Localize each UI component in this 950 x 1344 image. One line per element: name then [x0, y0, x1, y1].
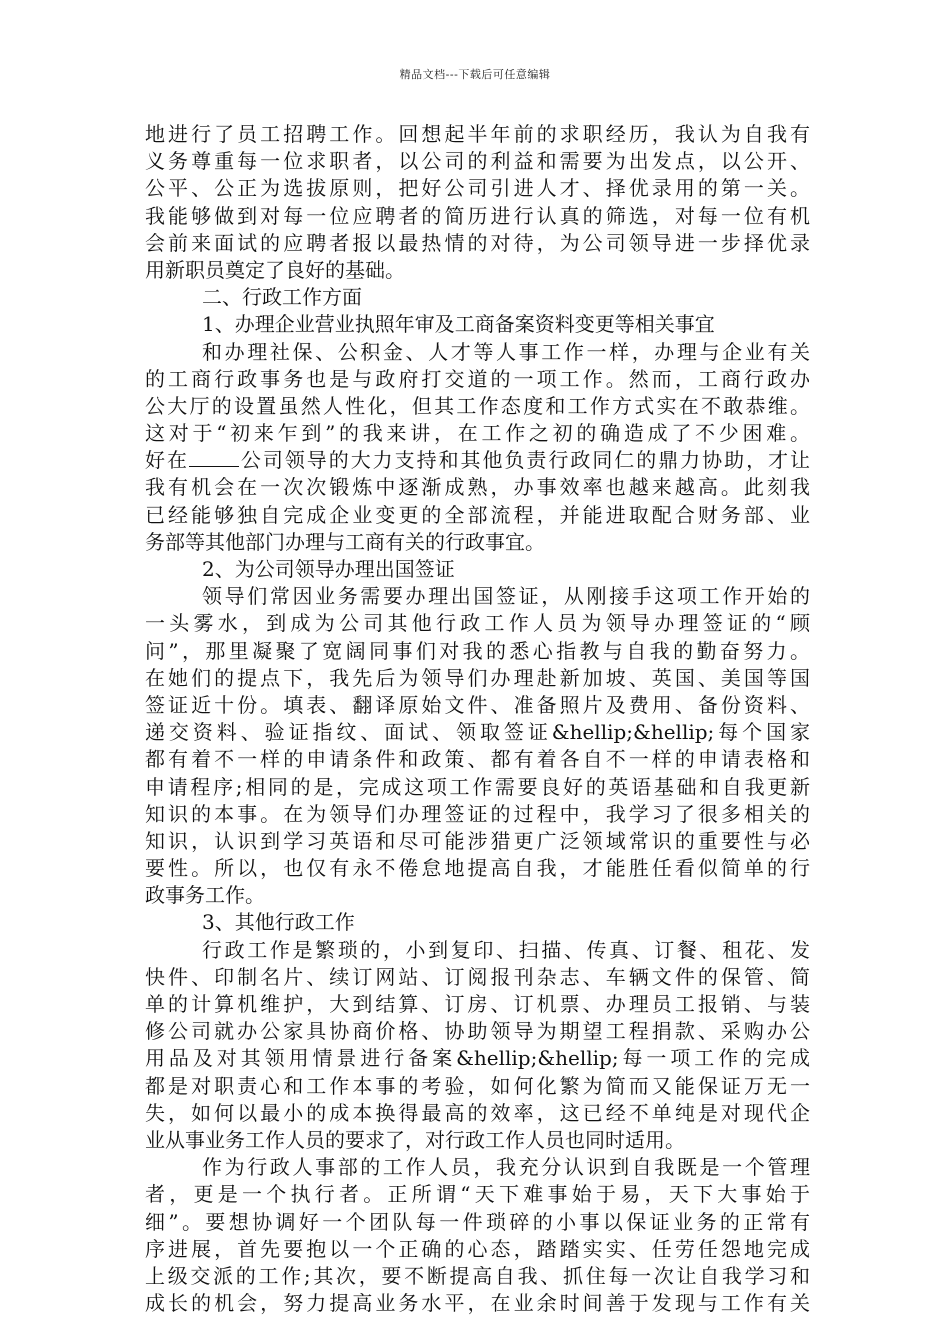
body-line-start: 好在	[145, 448, 189, 473]
blank-underline	[189, 448, 239, 467]
subsection-heading: 2、为公司领导办理出国签证	[202, 557, 455, 581]
body-line: 要性。所以，也仅有永不倦怠地提高自我，才能胜任看似简单的行	[145, 856, 810, 881]
body-line: 行政工作是繁琐的，小到复印、扫描、传真、订餐、租花、发	[202, 937, 810, 962]
body-line: 失，如何以最小的成本换得最高的效率，这已经不单纯是对现代企	[145, 1100, 810, 1125]
body-line: 修公司就办公家具协商价格、协助领导为期望工程捐款、采购办公	[145, 1019, 810, 1044]
body-line: 义务尊重每一位求职者，以公司的利益和需要为出发点，以公开、	[145, 149, 810, 174]
body-line: 问”，那里凝聚了宽阔同事们对我的悉心指教与自我的勤奋努力。	[145, 638, 810, 663]
body-line: 政事务工作。	[145, 883, 265, 908]
body-line: 知识的本事。在为领导们办理签证的过程中，我学习了很多相关的	[145, 801, 810, 826]
body-line: 和办理社保、公积金、人才等人事工作一样，办理与企业有关	[202, 339, 810, 364]
body-line: 序进展，首先要抱以一个正确的心态，踏踏实实、任劳任怨地完成	[145, 1236, 810, 1261]
document-body	[145, 121, 810, 1317]
body-line: 已经能够独自完成企业变更的全部流程，并能进取配合财务部、业	[145, 502, 810, 527]
body-line: 在她们的提点下，我先后为领导们办理赴新加坡、英国、美国等国	[145, 665, 810, 690]
subsection-heading: 1、办理企业营业执照年审及工商备案资料变更等相关事宜	[202, 312, 715, 337]
body-line: 领导们常因业务需要办理出国签证，从刚接手这项工作开始的	[202, 584, 810, 609]
page-header: 精品文档---下载后可任意编辑	[399, 68, 551, 81]
body-line: 递交资料、验证指纹、面试、领取签证&hellip;&hellip;每个国家	[145, 720, 810, 745]
body-line: 我能够做到对每一位应聘者的简历进行认真的筛选，对每一位有机	[145, 203, 810, 228]
body-line: 用品及对其领用情景进行备案&hellip;&hellip;每一项工作的完成	[145, 1046, 810, 1071]
body-line: 用新职员奠定了良好的基础。	[145, 257, 405, 282]
body-line: 签证近十份。填表、翻译原始文件、准备照片及费用、备份资料、	[145, 692, 810, 717]
body-line: 作为行政人事部的工作人员，我充分认识到自我既是一个管理	[202, 1155, 810, 1180]
body-line: 成长的机会，努力提高业务水平，在业余时间善于发现与工作有关	[145, 1291, 810, 1316]
body-line-end: 公司领导的大力支持和其他负责行政同仁的鼎力协助，才让	[238, 448, 811, 473]
body-line	[145, 447, 810, 474]
body-line: 都有着不一样的申请条件和政策、都有着各自不一样的申请表格和	[145, 747, 810, 772]
body-line: 我有机会在一次次锻炼中逐渐成熟，办事效率也越来越高。此刻我	[145, 475, 810, 500]
body-line: 都是对职责心和工作本事的考验，如何化繁为简而又能保证万无一	[145, 1073, 810, 1098]
body-line: 的工商行政事务也是与政府打交道的一项工作。然而，工商行政办	[145, 366, 810, 391]
body-line: 地进行了员工招聘工作。回想起半年前的求职经历，我认为自我有	[145, 122, 810, 146]
body-line: 单的计算机维护，大到结算、订房、订机票、办理员工报销、与装	[145, 992, 810, 1016]
body-line: 快件、印制名片、续订网站、订阅报刊杂志、车辆文件的保管、简	[145, 964, 810, 989]
subsection-heading: 3、其他行政工作	[202, 910, 355, 935]
body-line: 公平、公正为选拔原则，把好公司引进人才、择优录用的第一关。	[145, 176, 810, 201]
body-line: 一头雾水，到成为公司其他行政工作人员为领导办理签证的“顾	[145, 611, 810, 636]
body-line: 会前来面试的应聘者报以最热情的对待，为公司领导进一步择优录	[145, 230, 810, 255]
body-line: 者，更是一个执行者。正所谓“天下难事始于易，天下大事始于	[145, 1182, 810, 1207]
body-line: 这对于“初来乍到”的我来讲，在工作之初的确造成了不少困难。	[145, 421, 810, 446]
body-line: 细”。要想协调好一个团队每一件琐碎的小事以保证业务的正常有	[145, 1209, 810, 1234]
body-line: 上级交派的工作;其次，要不断提高自我、抓住每一次让自我学习和	[145, 1263, 810, 1288]
body-line: 公大厅的设置虽然人性化，但其工作态度和工作方式实在不敢恭维。	[145, 393, 810, 418]
body-line: 务部等其他部门办理与工商有关的行政事宜。	[145, 529, 545, 554]
body-line: 申请程序;相同的是，完成这项工作需要良好的英语基础和自我更新	[145, 774, 810, 799]
body-line: 知识，认识到学习英语和尽可能涉猎更广泛领域常识的重要性与必	[145, 828, 810, 853]
body-line: 业从事业务工作人员的要求了，对行政工作人员也同时适用。	[145, 1127, 685, 1152]
section-heading: 二、行政工作方面	[202, 285, 362, 310]
